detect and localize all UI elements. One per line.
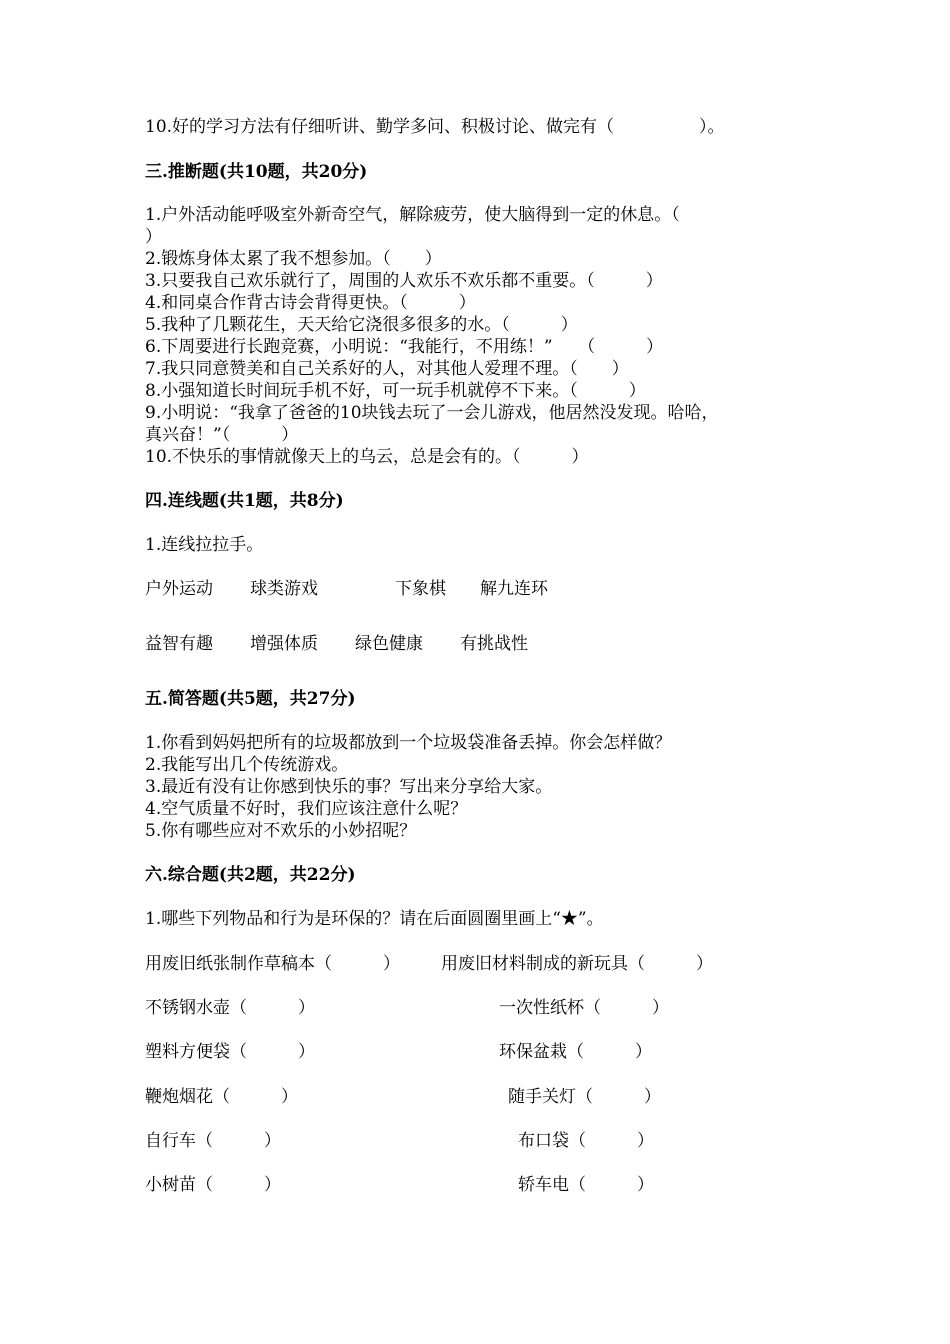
judge-item-9-cont: 真兴奋！”（ ）: [145, 425, 299, 445]
eco-question: 1.哪些下列物品和行为是环保的？请在后面圆圈里画上“★”。: [145, 909, 604, 929]
eco-item-left-1: 用废旧纸张制作草稿本（ ）: [145, 954, 400, 974]
eco-item-right-3: 环保盆栽（ ）: [499, 1042, 652, 1062]
eco-item-left-6: 小树苗（ ）: [145, 1175, 281, 1195]
section-6-title: 六.综合题(共2题，共22分): [145, 865, 356, 885]
match-bottom-item-2: 增强体质: [250, 634, 318, 654]
eco-item-left-5: 自行车（ ）: [145, 1131, 281, 1151]
match-top-item-4: 解九连环: [480, 579, 548, 599]
eco-item-left-3: 塑料方便袋（ ）: [145, 1042, 315, 1062]
match-top-item-3: 下象棋: [395, 579, 446, 599]
match-top-item-1: 户外运动: [145, 579, 213, 599]
eco-item-left-2: 不锈钢水壶（ ）: [145, 998, 315, 1018]
eco-item-left-4: 鞭炮烟花（ ）: [145, 1087, 298, 1107]
short-answer-5: 5.你有哪些应对不欢乐的小妙招呢？: [145, 821, 417, 841]
short-answer-1: 1.你看到妈妈把所有的垃圾都放到一个垃圾袋准备丢掉。你会怎样做？: [145, 733, 672, 753]
section-3-title: 三.推断题(共10题，共20分): [145, 162, 368, 182]
judge-item-2: 2.锻炼身体太累了我不想参加。（ ）: [145, 249, 442, 269]
match-bottom-item-4: 有挑战性: [460, 634, 528, 654]
eco-item-right-4: 随手关灯（ ）: [508, 1087, 661, 1107]
match-question: 1.连线拉拉手。: [145, 535, 264, 555]
judge-item-9: 9.小明说：“我拿了爸爸的10块钱去玩了一会儿游戏，他居然没发现。哈哈，: [145, 403, 719, 423]
section-5-title: 五.简答题(共5题，共27分): [145, 689, 356, 709]
short-answer-3: 3.最近有没有让你感到快乐的事？写出来分享给大家。: [145, 777, 553, 797]
judge-item-1: 1.户外活动能呼吸室外新奇空气，解除疲劳，使大脑得到一定的休息。（: [145, 205, 680, 225]
short-answer-4: 4.空气质量不好时，我们应该注意什么呢？: [145, 799, 468, 819]
short-answer-2: 2.我能写出几个传统游戏。: [145, 755, 349, 775]
match-bottom-item-1: 益智有趣: [145, 634, 213, 654]
judge-item-4: 4.和同桌合作背古诗会背得更快。（ ）: [145, 293, 476, 313]
match-top-item-2: 球类游戏: [250, 579, 318, 599]
judge-item-8: 8.小强知道长时间玩手机不好，可一玩手机就停不下来。（ ）: [145, 381, 646, 401]
judge-item-3: 3.只要我自己欢乐就行了，周围的人欢乐不欢乐都不重要。（ ）: [145, 271, 663, 291]
judge-item-6: 6.下周要进行长跑竞赛，小明说：“我能行，不用练！” （ ）: [145, 337, 664, 357]
judge-item-10: 10.不快乐的事情就像天上的乌云，总是会有的。（ ）: [145, 447, 589, 467]
section-4-title: 四.连线题(共1题，共8分): [145, 491, 344, 511]
judge-item-7: 7.我只同意赞美和自己关系好的人，对其他人爱理不理。（ ）: [145, 359, 629, 379]
eco-item-right-5: 布口袋（ ）: [518, 1131, 654, 1151]
match-bottom-item-3: 绿色健康: [355, 634, 423, 654]
judge-item-5: 5.我种了几颗花生，天天给它浇很多很多的水。（ ）: [145, 315, 578, 335]
judge-item-1-cont: ）: [145, 227, 162, 247]
eco-item-right-6: 轿车电（ ）: [518, 1175, 654, 1195]
eco-item-right-2: 一次性纸杯（ ）: [499, 998, 669, 1018]
eco-item-right-1: 用废旧材料制成的新玩具（ ）: [441, 954, 713, 974]
fill-question-10: 10.好的学习方法有仔细听讲、勤学多问、积极讨论、做完有（ ）。: [145, 117, 725, 137]
